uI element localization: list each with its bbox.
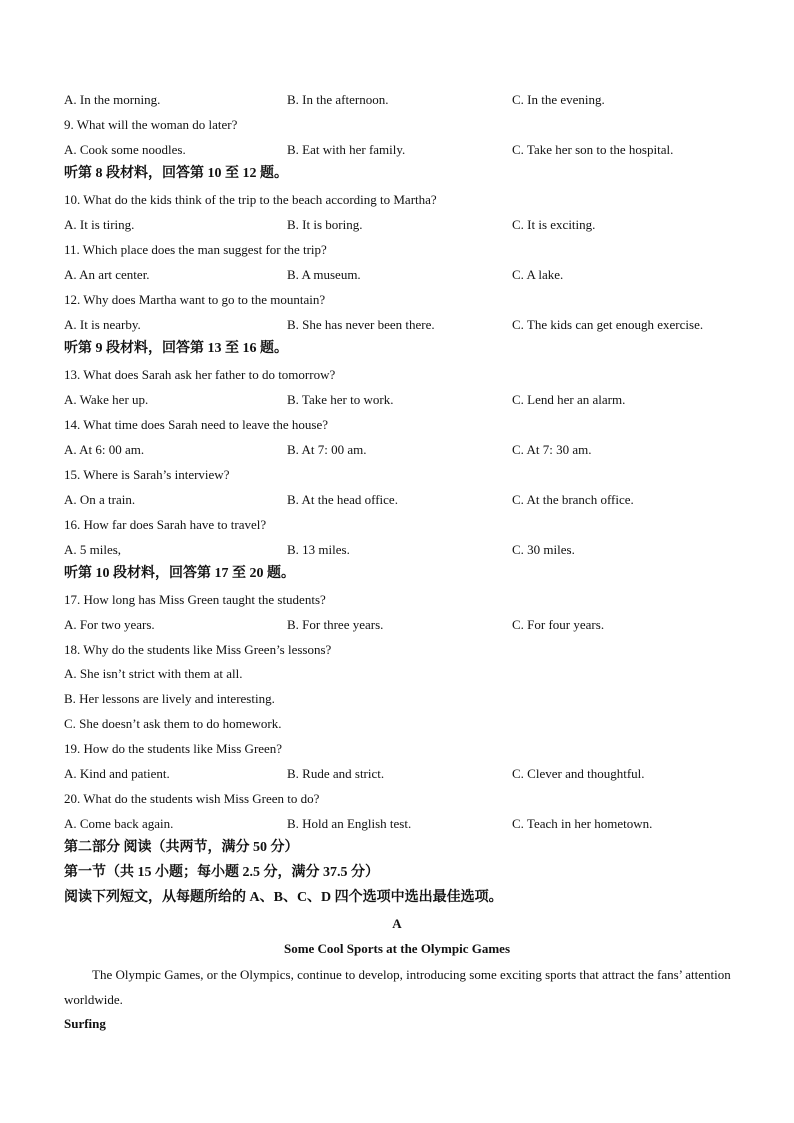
q12-option-b: B. She has never been there. [287, 317, 435, 332]
q17-stem: 17. How long has Miss Green taught the students? [64, 592, 326, 607]
q12-option-a: A. It is nearby. [64, 317, 141, 332]
q13-option-c: C. Lend her an alarm. [512, 392, 626, 407]
passage-subheading: Surfing [64, 1016, 106, 1031]
passage-paragraph: The Olympic Games, or the Olympics, continue to develop, introducing some exciting sports that attract the fans’ attention worldwide. [64, 967, 731, 1007]
q11-option-c: C. A lake. [512, 267, 564, 282]
q15-stem: 15. Where is Sarah’s interview? [64, 467, 230, 482]
passage-title: Some Cool Sports at the Olympic Games [283, 941, 511, 956]
q18-option-b: B. Her lessons are lively and interesting. [64, 691, 275, 706]
q17-option-c: C. For four years. [512, 617, 605, 632]
q15-option-c: C. At the branch office. [512, 492, 634, 507]
q9-option-b: B. Eat with her family. [287, 142, 406, 157]
q12-stem: 12. Why does Martha want to go to the mountain? [64, 292, 326, 307]
q10-stem: 10. What do the kids think of the trip to the beach according to Martha? [64, 192, 437, 207]
passage-letter: A [392, 916, 402, 931]
q14-stem: 14. What time does Sarah need to leave the house? [64, 417, 329, 432]
q17-option-b: B. For three years. [287, 617, 384, 632]
q20-option-c: C. Teach in her hometown. [512, 816, 653, 831]
q11-stem: 11. Which place does the man suggest for the trip? [64, 242, 327, 257]
q8-option-b: B. In the afternoon. [287, 92, 389, 107]
q19-stem: 19. How do the students like Miss Green? [64, 741, 283, 756]
q19-option-c: C. Clever and thoughtful. [512, 766, 645, 781]
section-8-heading: 听第 8 段材料，回答第 10 至 12 题。 [64, 166, 288, 181]
q15-option-a: A. On a train. [64, 492, 136, 507]
q13-stem: 13. What does Sarah ask her father to do tomorrow? [64, 367, 336, 382]
q15-option-b: B. At the head office. [287, 492, 398, 507]
q16-option-a: A. 5 miles, [64, 542, 122, 557]
q8-option-c: C. In the evening. [512, 92, 605, 107]
q13-option-a: A. Wake her up. [64, 392, 149, 407]
q16-stem: 16. How far does Sarah have to travel? [64, 517, 267, 532]
q20-option-a: A. Come back again. [64, 816, 174, 831]
q17-option-a: A. For two years. [64, 617, 155, 632]
q11-option-b: B. A museum. [287, 267, 361, 282]
q10-option-a: A. It is tiring. [64, 217, 135, 232]
q14-option-b: B. At 7: 00 am. [287, 442, 367, 457]
q16-option-b: B. 13 miles. [287, 542, 350, 557]
q19-option-a: A. Kind and patient. [64, 766, 170, 781]
q19-option-b: B. Rude and strict. [287, 766, 385, 781]
q18-option-c: C. She doesn’t ask them to do homework. [64, 716, 282, 731]
q9-option-c: C. Take her son to the hospital. [512, 142, 674, 157]
q20-option-b: B. Hold an English test. [287, 816, 412, 831]
q9-option-a: A. Cook some noodles. [64, 142, 186, 157]
q9-stem: 9. What will the woman do later? [64, 117, 238, 132]
q8-option-a: A. In the morning. [64, 92, 161, 107]
q14-option-a: A. At 6: 00 am. [64, 442, 145, 457]
section-1-heading: 第一节（共 15 小题；每小题 2.5 分，满分 37.5 分） [64, 865, 379, 880]
section-9-heading: 听第 9 段材料，回答第 13 至 16 题。 [64, 341, 288, 356]
q13-option-b: B. Take her to work. [287, 392, 394, 407]
part-2-heading: 第二部分 阅读（共两节，满分 50 分） [64, 840, 299, 855]
q16-option-c: C. 30 miles. [512, 542, 575, 557]
reading-instruction: 阅读下列短文，从每题所给的 A、B、C、D 四个选项中选出最佳选项。 [64, 890, 503, 905]
q14-option-c: C. At 7: 30 am. [512, 442, 592, 457]
q18-stem: 18. Why do the students like Miss Green’s lessons? [64, 642, 332, 657]
q20-stem: 20. What do the students wish Miss Green to do? [64, 791, 320, 806]
q18-option-a: A. She isn’t strict with them at all. [64, 666, 243, 681]
q11-option-a: A. An art center. [64, 267, 150, 282]
q12-option-c: C. The kids can get enough exercise. [512, 317, 704, 332]
q10-option-b: B. It is boring. [287, 217, 363, 232]
q10-option-c: C. It is exciting. [512, 217, 596, 232]
section-10-heading: 听第 10 段材料，回答第 17 至 20 题。 [64, 566, 295, 581]
